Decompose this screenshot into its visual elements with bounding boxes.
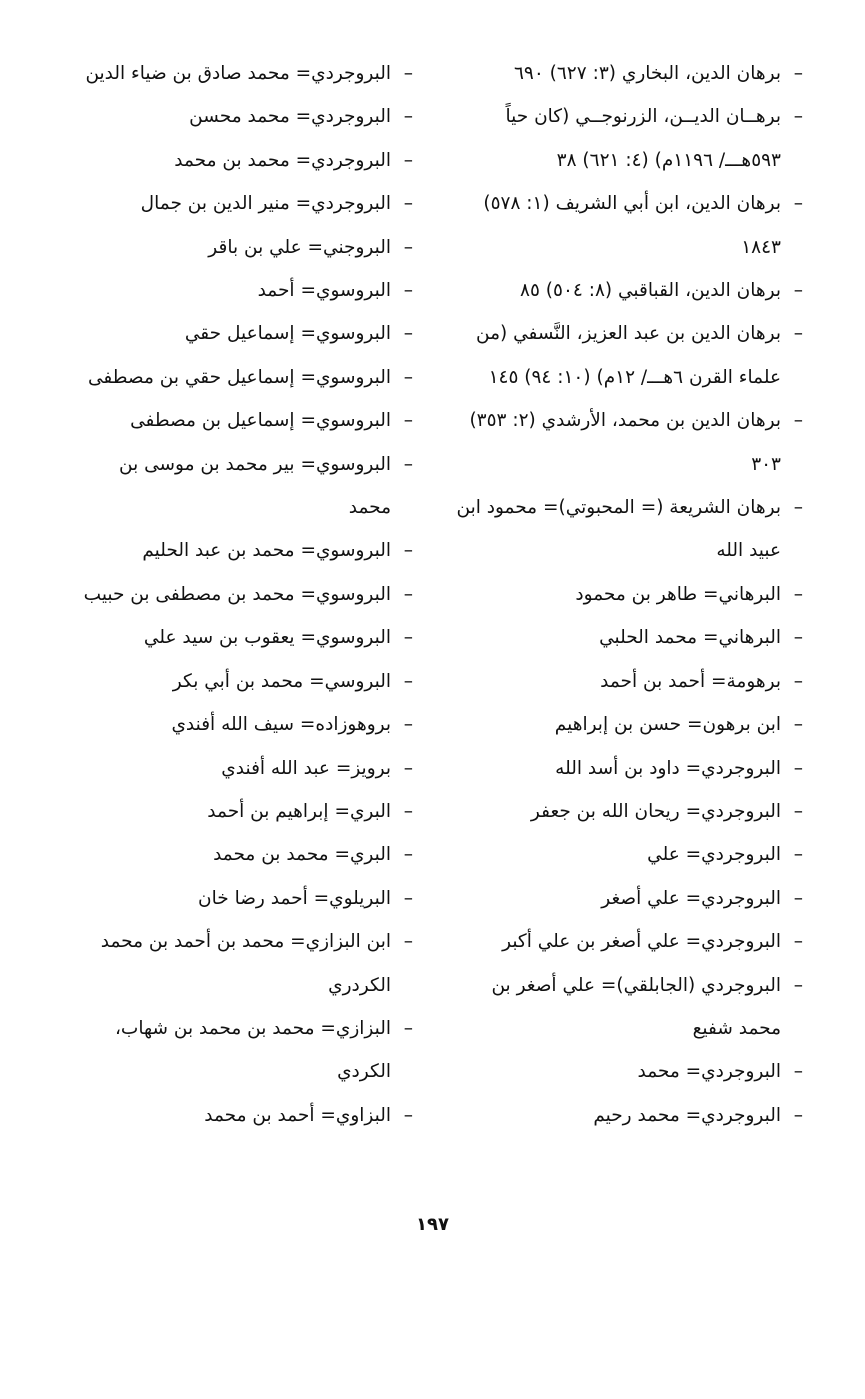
index-entry: – البروجردي= داود بن أسد الله xyxy=(453,747,803,790)
index-entry: – البزاوي= أحمد بن محمد xyxy=(73,1094,413,1137)
index-entry: – البري= محمد بن محمد xyxy=(73,833,413,876)
left-column xyxy=(73,52,413,1137)
index-entry: – برهان الدين، ابن أبي الشريف (١: ٥٧٨) ١٨٤٣ xyxy=(453,182,803,269)
index-entry: – البروسوي= بير محمد بن موسى بن محمد xyxy=(73,443,413,530)
index-entry: – البروجردي= محمد رحيم xyxy=(453,1094,803,1137)
index-entry: – البروسوي= أحمد xyxy=(73,269,413,312)
index-entry: – ابن البزازي= محمد بن أحمد بن محمد الكردري xyxy=(73,920,413,1007)
index-entry: – البروجردي= علي أصغر بن علي أكبر xyxy=(453,920,803,963)
index-entry: – البروجردي= محمد صادق بن ضياء الدين xyxy=(73,52,413,95)
index-entry: – البروسوي= إسماعيل بن مصطفى xyxy=(73,399,413,442)
index-entry: – البروسي= محمد بن أبي بكر xyxy=(73,660,413,703)
index-entry: – بروهوزاده= سيف الله أفندي xyxy=(73,703,413,746)
index-entry: – برهان الدين بن عبد العزيز، النَّسفي (من علماء القرن ٦هـــ/ ١٢م) (١٠: ٩٤) ١٤٥ xyxy=(453,312,803,399)
index-entry: – برهان الدين، القباقبي (٨: ٥٠٤) ٨٥ xyxy=(453,269,803,312)
index-entry: – البروجردي= علي xyxy=(453,833,803,876)
index-entry: – البروسوي= إسماعيل حقي xyxy=(73,312,413,355)
index-entry: – البروجردي= علي أصغر xyxy=(453,877,803,920)
index-entry: – البري= إبراهيم بن أحمد xyxy=(73,790,413,833)
index-entry: – البروجردي= محمد xyxy=(453,1050,803,1093)
index-entry: – ابن برهون= حسن بن إبراهيم xyxy=(453,703,803,746)
index-entry: – البرهاني= طاهر بن محمود xyxy=(453,573,803,616)
index-entry: – البروجني= علي بن باقر xyxy=(73,226,413,269)
index-entry: – البروجردي= محمد محسن xyxy=(73,95,413,138)
index-entry: – البرهاني= محمد الحلبي xyxy=(453,616,803,659)
index-entry: – البروسوي= إسماعيل حقي بن مصطفى xyxy=(73,356,413,399)
page-number: ١٩٧ xyxy=(416,1214,449,1235)
right-column xyxy=(453,52,803,1137)
index-entry: – برهان الشريعة (= المحبوتي)= محمود ابن عبيد الله xyxy=(453,486,803,573)
index-entry: – برهان الدين بن محمد، الأرشدي (٢: ٣٥٣) ٣٠٣ xyxy=(453,399,803,486)
index-entry: – البروجردي (الجابلقي)= علي أصغر بن محمد شفيع xyxy=(453,964,803,1051)
index-entry: – البروسوي= محمد بن مصطفى بن حبيب xyxy=(73,573,413,616)
index-entry: – برهان الدين، البخاري (٣: ٦٢٧) ٦٩٠ xyxy=(453,52,803,95)
index-entry: – البروجردي= ريحان الله بن جعفر xyxy=(453,790,803,833)
index-entry: – البروجردي= منير الدين بن جمال xyxy=(73,182,413,225)
index-entry: – البريلوي= أحمد رضا خان xyxy=(73,877,413,920)
index-entry: – البروسوي= يعقوب بن سيد علي xyxy=(73,616,413,659)
index-entry: – برهــان الديــن، الزرنوجــي (كان حياً ٥٩٣هـــ/ ١١٩٦م) (٤: ٦٢١) ٣٨ xyxy=(453,95,803,182)
index-entry: – البروجردي= محمد بن محمد xyxy=(73,139,413,182)
index-entry: – برويز= عبد الله أفندي xyxy=(73,747,413,790)
index-entry: – البروسوي= محمد بن عبد الحليم xyxy=(73,529,413,572)
index-entry: – البزازي= محمد بن محمد بن شهاب، الكردي xyxy=(73,1007,413,1094)
index-entry: – برهومة= أحمد بن أحمد xyxy=(453,660,803,703)
